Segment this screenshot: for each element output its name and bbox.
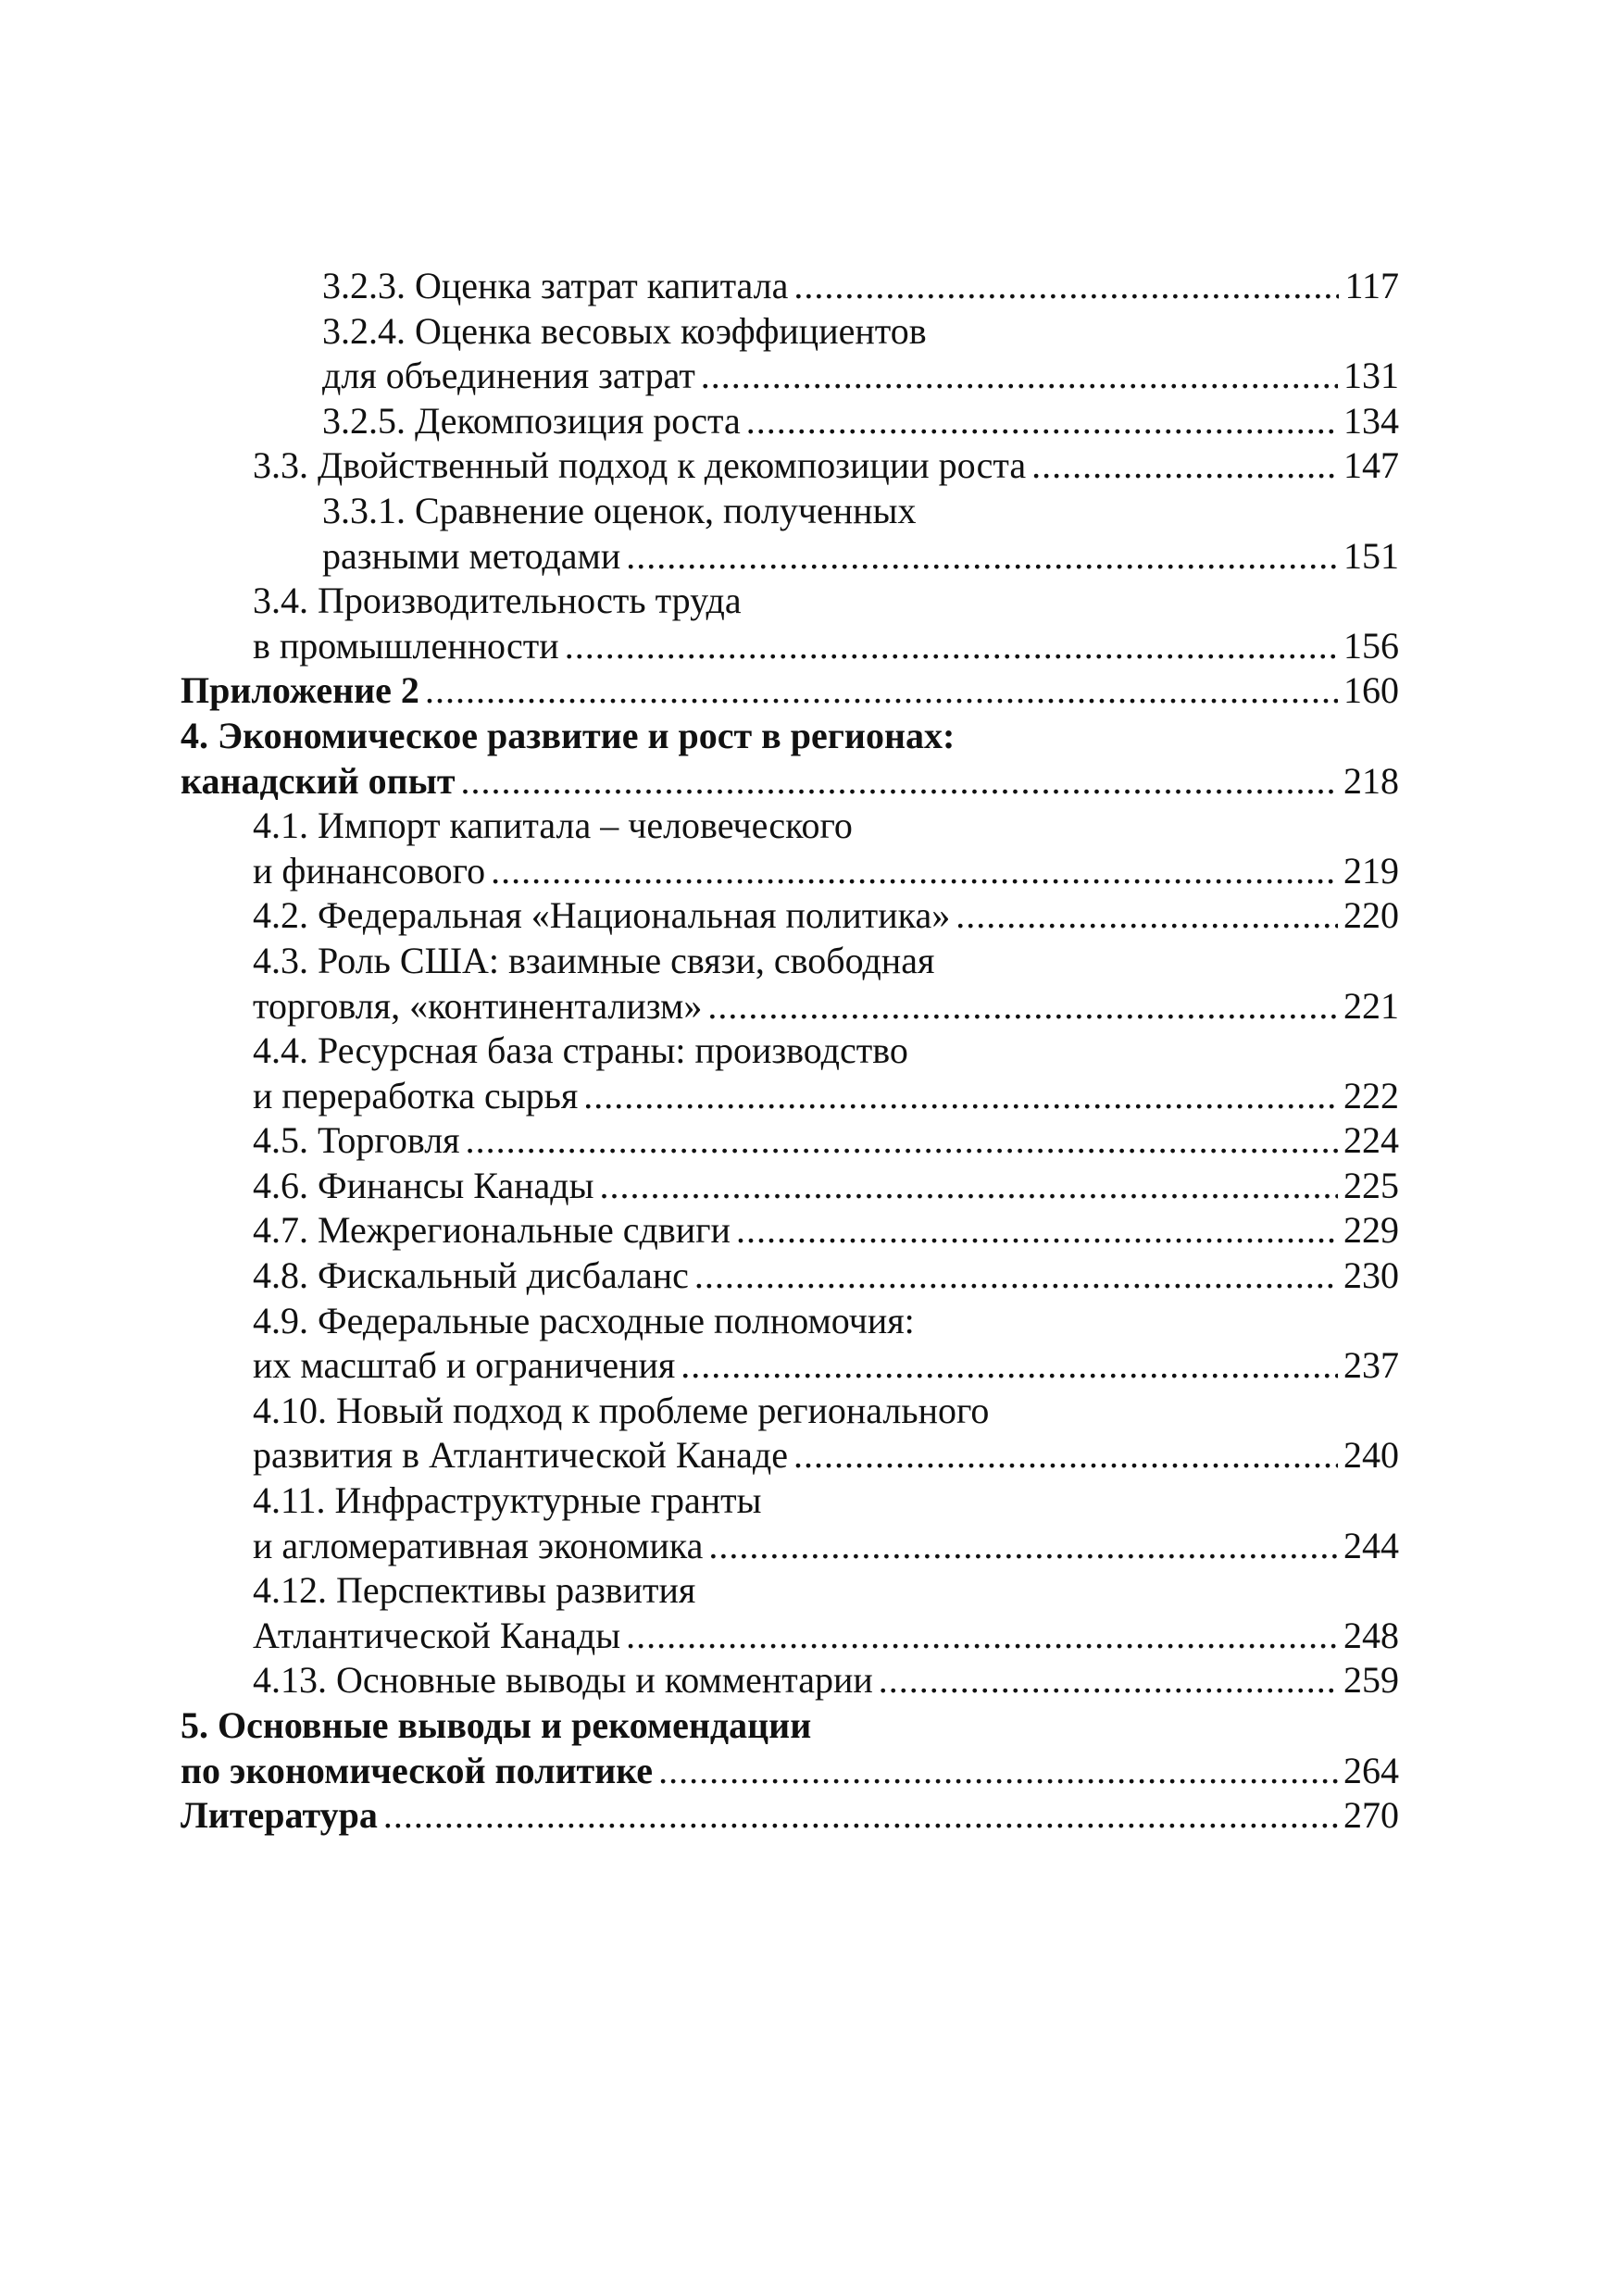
toc-entry-line <box>181 1254 1399 1299</box>
toc-entry-line <box>181 893 1399 939</box>
dot-leader <box>565 624 1338 669</box>
toc-entry-title: их масштаб и ограничения <box>253 1344 676 1387</box>
toc-entry-line <box>181 759 1399 804</box>
toc-entry-title: канадский опыт <box>181 759 456 802</box>
toc-entry-line <box>181 668 1399 714</box>
toc-entry-line <box>181 1118 1399 1164</box>
dot-leader <box>708 1524 1338 1569</box>
toc-page-number: 240 <box>1343 1434 1399 1477</box>
dot-leader <box>736 1208 1338 1254</box>
toc-entry-title: 4.7. Межрегиональные сдвиги <box>253 1209 731 1252</box>
toc-entry-line <box>181 714 1399 759</box>
toc-page-number: 151 <box>1343 534 1399 577</box>
dot-leader <box>600 1164 1339 1209</box>
toc-page-number: 219 <box>1343 849 1399 892</box>
toc-entry-line <box>181 1029 1399 1074</box>
toc-entry-title: 4.8. Фискальный дисбаланс <box>253 1254 689 1297</box>
toc-entry-line <box>181 1749 1399 1794</box>
table-of-contents <box>181 264 1399 1839</box>
toc-entry-line <box>181 489 1399 534</box>
dot-leader <box>1031 443 1338 489</box>
toc-entry-line <box>181 984 1399 1029</box>
toc-entry-title: торговля, «континентализм» <box>253 984 703 1027</box>
dot-leader <box>707 984 1338 1029</box>
toc-entry-line <box>181 443 1399 489</box>
toc-page-number: 244 <box>1343 1524 1399 1566</box>
dot-leader <box>793 264 1339 309</box>
toc-entry-title: по экономической политике <box>181 1749 654 1791</box>
toc-entry-line <box>181 849 1399 894</box>
toc-entry-line <box>181 1524 1399 1569</box>
toc-entry-line <box>181 1658 1399 1703</box>
dot-leader <box>658 1749 1338 1794</box>
toc-entry-title: в промышленности <box>253 624 559 667</box>
toc-entry-line <box>181 1389 1399 1434</box>
toc-entry-title: развития в Атлантической Канаде <box>253 1434 789 1477</box>
toc-page-number: 156 <box>1343 624 1399 667</box>
toc-entry-title: 4.11. Инфраструктурные гранты <box>253 1479 762 1522</box>
toc-entry-line <box>181 804 1399 849</box>
toc-entry-title: Приложение 2 <box>181 669 419 712</box>
toc-entry-line <box>181 534 1399 580</box>
toc-entry-line <box>181 1164 1399 1209</box>
toc-entry-title: 4.4. Ресурсная база страны: производство <box>253 1029 908 1072</box>
toc-page-number: 218 <box>1343 759 1399 802</box>
toc-page-number: 222 <box>1343 1074 1399 1116</box>
toc-entry-title: Литература <box>181 1794 378 1837</box>
toc-entry-line <box>181 1703 1399 1749</box>
dot-leader <box>461 759 1338 804</box>
dot-leader <box>383 1793 1338 1839</box>
toc-entry-title: Атлантической Канады <box>253 1614 621 1656</box>
toc-entry-line <box>181 1793 1399 1839</box>
toc-entry-line <box>181 1343 1399 1389</box>
toc-page-number: 147 <box>1343 444 1399 487</box>
toc-entry-title: 3.2.3. Оценка затрат капитала <box>322 265 789 306</box>
toc-entry-line <box>181 399 1399 444</box>
dot-leader <box>793 1433 1338 1478</box>
toc-entry-title: 4. Экономическое развитие и рост в регионах: <box>181 714 956 756</box>
dot-leader <box>956 893 1338 939</box>
dot-leader <box>879 1658 1338 1703</box>
toc-page-number: 134 <box>1343 399 1399 442</box>
toc-page-number: 160 <box>1343 669 1399 712</box>
toc-entry-line <box>181 1299 1399 1344</box>
toc-entry-title: 4.6. Финансы Канады <box>253 1164 594 1206</box>
toc-entry-line <box>181 309 1399 355</box>
toc-entry-title: 3.3.1. Сравнение оценок, полученных <box>322 489 917 531</box>
toc-entry-line <box>181 579 1399 624</box>
toc-entry-title: для объединения затрат <box>322 355 695 397</box>
toc-entry-title: 4.5. Торговля <box>253 1119 460 1162</box>
toc-entry-title: 4.12. Перспективы развития <box>253 1569 696 1612</box>
toc-entry-title: и переработка сырья <box>253 1074 579 1116</box>
toc-entry-title: 3.2.4. Оценка весовых коэффициентов <box>322 309 927 352</box>
toc-entry-title: 4.9. Федеральные расходные полномочия: <box>253 1299 915 1341</box>
toc-page-number: 225 <box>1343 1164 1399 1206</box>
toc-page-number: 237 <box>1343 1344 1399 1387</box>
toc-entry-line <box>181 354 1399 399</box>
toc-entry-line <box>181 1074 1399 1119</box>
toc-entry-line <box>181 264 1399 309</box>
toc-entry-title: 4.2. Федеральная «Национальная политика» <box>253 894 951 937</box>
toc-entry-title: 4.10. Новый подход к проблеме регионального <box>253 1389 990 1431</box>
toc-entry-line <box>181 624 1399 669</box>
dot-leader <box>626 1614 1338 1659</box>
dot-leader <box>491 849 1338 894</box>
toc-page-number: 221 <box>1343 984 1399 1027</box>
dot-leader <box>694 1254 1338 1299</box>
dot-leader <box>626 534 1338 580</box>
toc-page-number: 259 <box>1343 1659 1399 1702</box>
toc-page-number: 220 <box>1343 894 1399 937</box>
toc-entry-line <box>181 1614 1399 1659</box>
toc-entry-title: 4.1. Импорт капитала – человеческого <box>253 804 853 847</box>
toc-entry-title: и финансового <box>253 849 486 892</box>
toc-page-number: 248 <box>1343 1614 1399 1656</box>
toc-entry-title: и агломеративная экономика <box>253 1524 704 1566</box>
dot-leader <box>583 1074 1338 1119</box>
toc-page-number: 131 <box>1343 355 1399 397</box>
dot-leader <box>425 668 1338 714</box>
toc-page-number: 264 <box>1343 1749 1399 1791</box>
toc-entry-line <box>181 1478 1399 1524</box>
toc-page-number: 230 <box>1343 1254 1399 1297</box>
toc-entry-title: 4.13. Основные выводы и комментарии <box>253 1659 873 1702</box>
dot-leader <box>681 1343 1338 1389</box>
dot-leader <box>746 399 1338 444</box>
dot-leader <box>701 354 1338 399</box>
dot-leader <box>466 1118 1338 1164</box>
toc-entry-line <box>181 1433 1399 1478</box>
toc-entry-title: 3.2.5. Декомпозиция роста <box>322 399 741 442</box>
toc-page-number: 270 <box>1343 1794 1399 1837</box>
toc-page-number: 229 <box>1343 1209 1399 1252</box>
toc-entry-title: 5. Основные выводы и рекомендации <box>181 1704 812 1746</box>
toc-entry-line <box>181 939 1399 984</box>
toc-entry-line <box>181 1568 1399 1614</box>
toc-page-number: 224 <box>1343 1119 1399 1162</box>
toc-entry-title: разными методами <box>322 534 621 577</box>
toc-entry-line <box>181 1208 1399 1254</box>
toc-entry-title: 3.4. Производительность труда <box>253 580 742 622</box>
toc-page-number: 117 <box>1344 265 1399 306</box>
toc-entry-title: 4.3. Роль США: взаимные связи, свободная <box>253 939 935 981</box>
toc-entry-title: 3.3. Двойственный подход к декомпозиции роста <box>253 444 1027 487</box>
